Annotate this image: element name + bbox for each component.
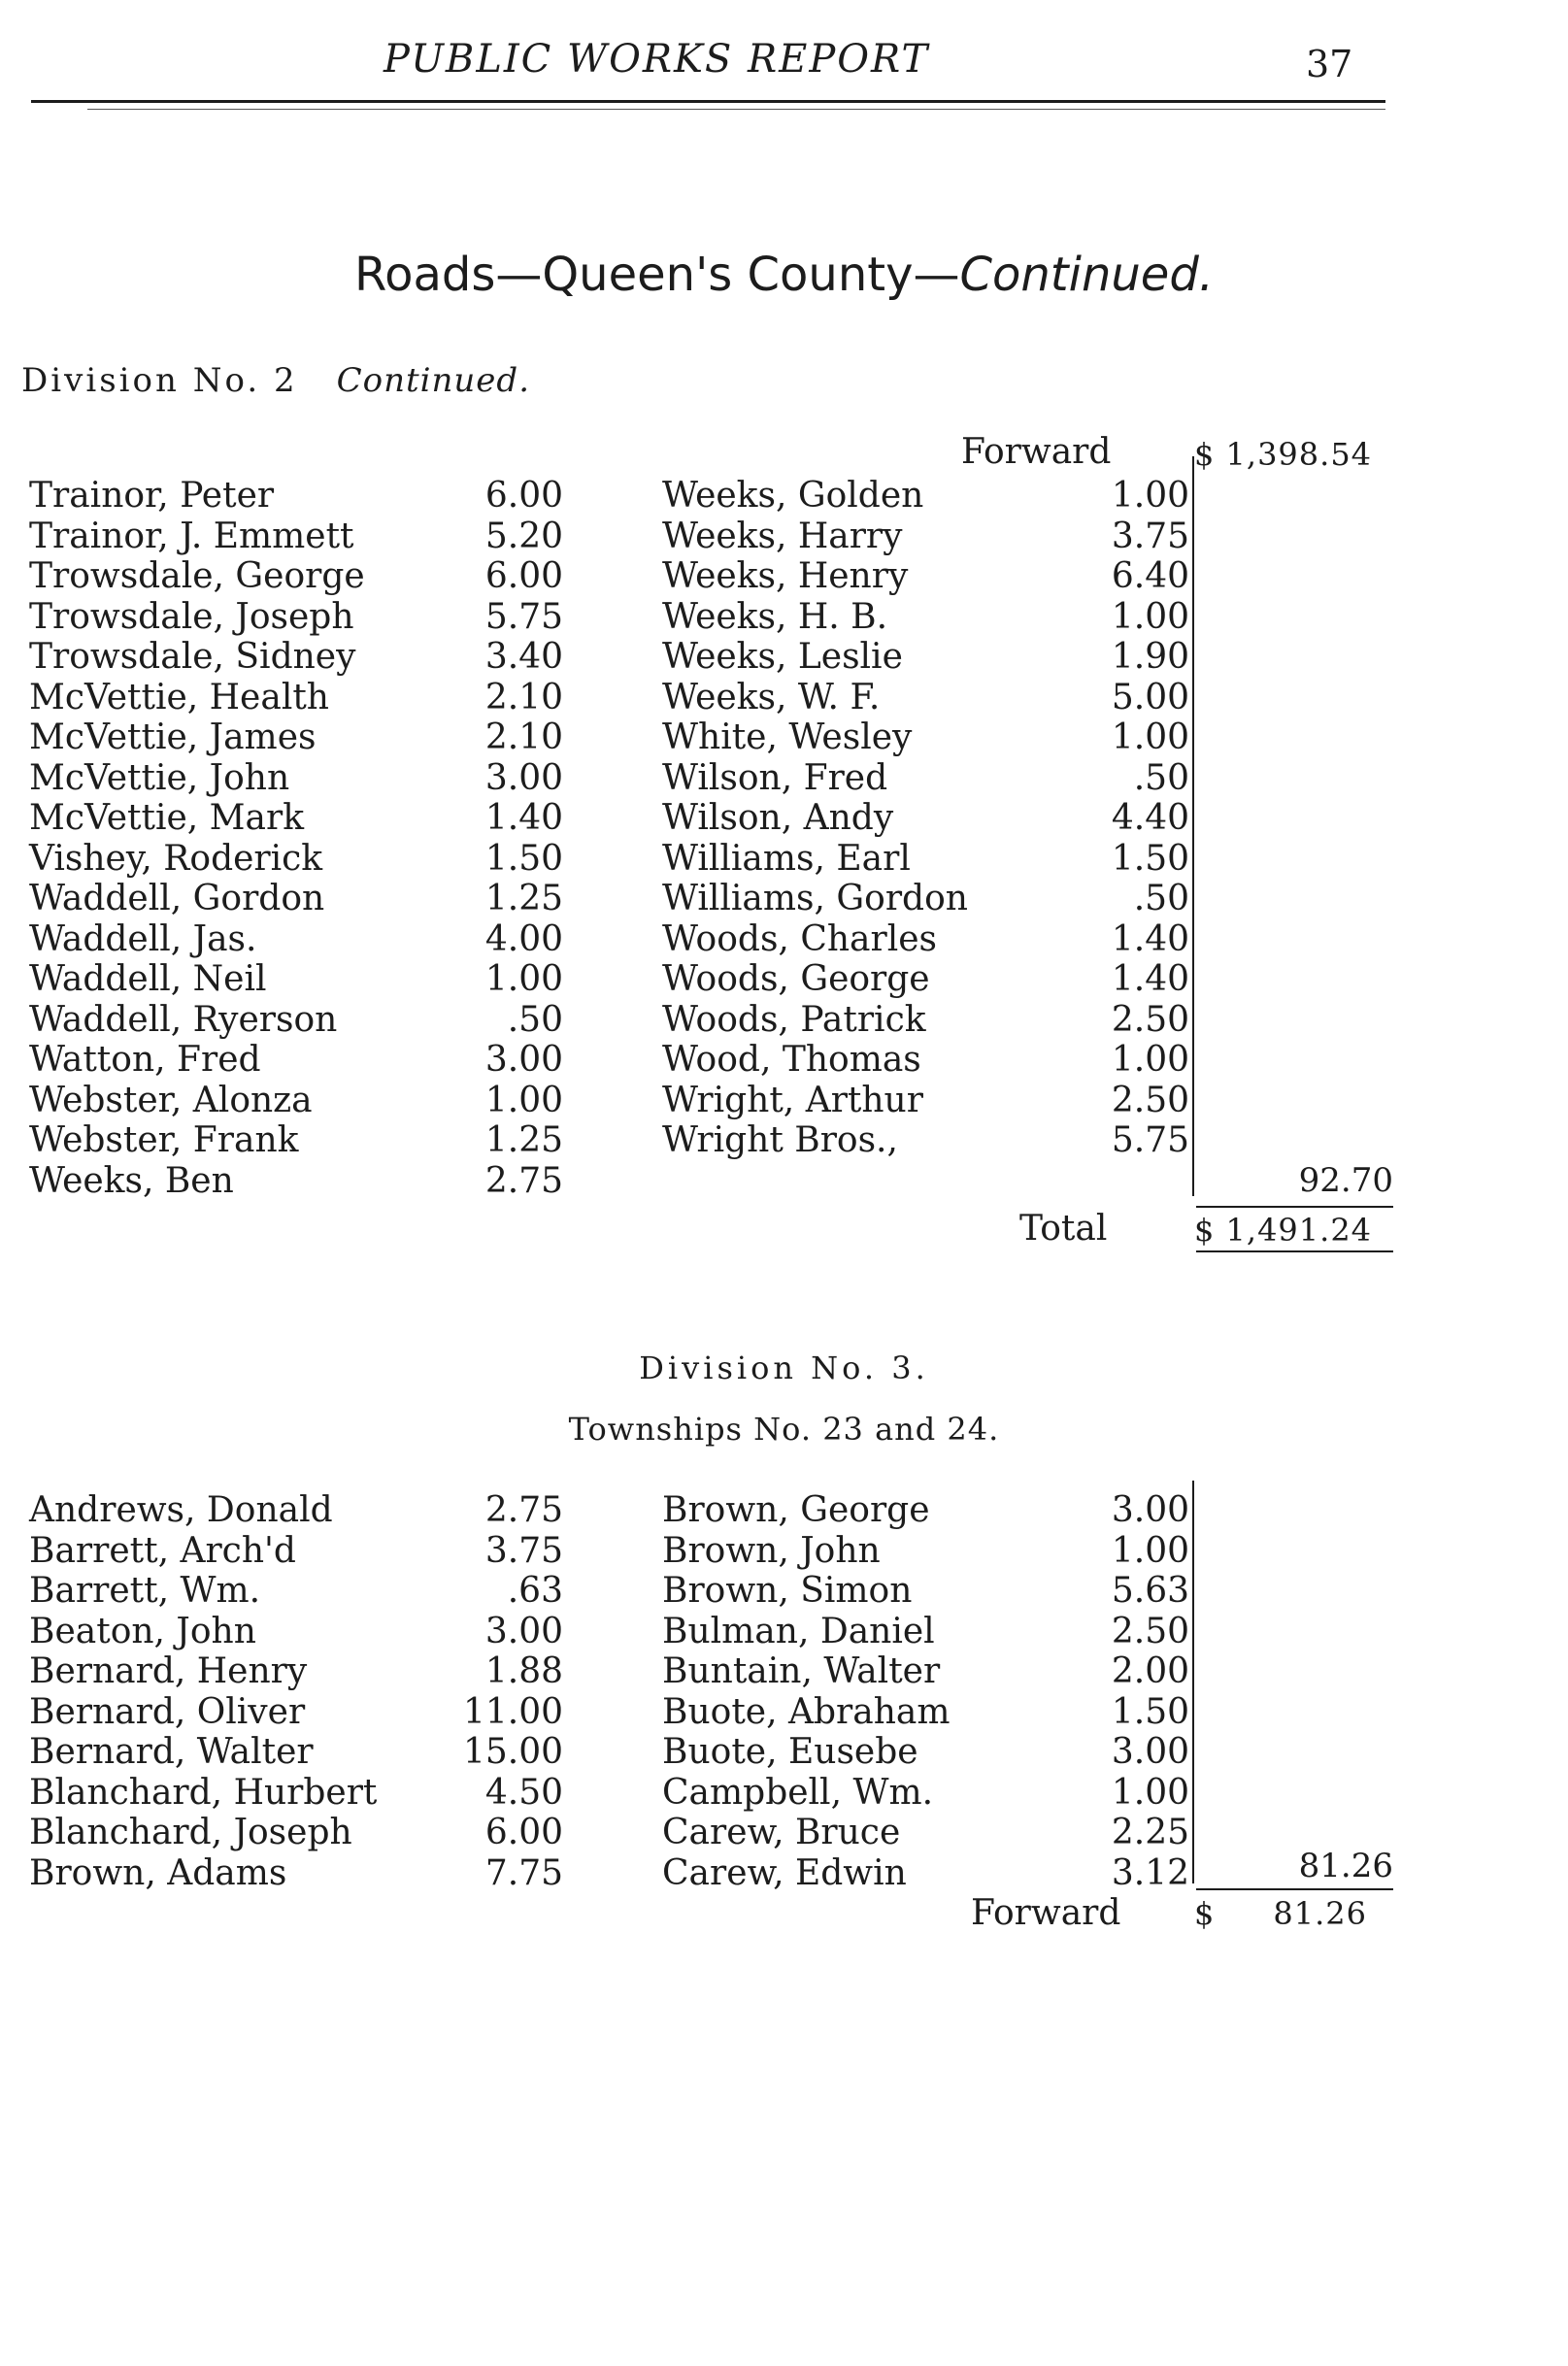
- entry-amount: 5.75: [1111, 1120, 1189, 1160]
- entry-amount: .50: [1133, 879, 1189, 918]
- entry-amount: 2.50: [1111, 999, 1189, 1040]
- section-title-main: Roads—Queen's County—: [353, 248, 960, 302]
- division-3-subtotal: 81.26: [1298, 1847, 1393, 1885]
- section-title: [0, 248, 1568, 302]
- entry-amount: 5.20: [484, 516, 563, 556]
- entry-name: Trowsdale, Joseph: [29, 596, 354, 637]
- entry-amount: 1.90: [1111, 637, 1189, 677]
- entry-amount: 1.40: [484, 798, 563, 838]
- entry-amount: 3.12: [1111, 1852, 1189, 1893]
- entry-amount: 7.75: [484, 1852, 563, 1893]
- entry-amount: 5.00: [1111, 677, 1189, 717]
- entry-name: Beaton, John: [29, 1611, 256, 1651]
- entry-amount: 2.00: [1111, 1651, 1189, 1691]
- entry-amount: 2.50: [1111, 1611, 1189, 1651]
- entry-amount: 1.00: [1111, 476, 1189, 516]
- division-2-subtotal: 92.70: [1298, 1161, 1393, 1200]
- entry-amount: 3.40: [484, 637, 563, 677]
- forward-currency: $: [1194, 1895, 1216, 1932]
- entry-amount: 2.25: [1111, 1813, 1189, 1852]
- entry-name: Buote, Abraham: [662, 1691, 951, 1732]
- entry-name: Trowsdale, George: [29, 556, 365, 596]
- entry-name: McVettie, John: [29, 757, 290, 798]
- total-label: Total: [1019, 1209, 1108, 1249]
- forward-amount-2: [1194, 1895, 1367, 1932]
- entry-amount: 1.25: [484, 1120, 563, 1160]
- section-title-continued: Continued.: [959, 248, 1215, 302]
- entry-amount: .63: [507, 1571, 563, 1611]
- entry-name: Wright Bros.,: [662, 1120, 898, 1160]
- entry-name: Weeks, W. F.: [662, 677, 881, 717]
- entry-amount: 1.50: [1111, 1691, 1189, 1732]
- entry-name: Weeks, Henry: [662, 556, 909, 596]
- entry-name: Webster, Frank: [29, 1120, 299, 1160]
- entry-amount: 3.00: [484, 1040, 563, 1080]
- entry-name: Blanchard, Hurbert: [29, 1772, 378, 1813]
- entry-name: Bernard, Henry: [29, 1651, 308, 1691]
- entry-name: Blanchard, Joseph: [29, 1813, 352, 1852]
- entry-amount: .50: [1133, 757, 1189, 798]
- entry-amount: 3.00: [484, 757, 563, 798]
- entry-amount: 1.00: [1111, 1040, 1189, 1080]
- entry-amount: 3.00: [484, 1611, 563, 1651]
- division-2-continued: Continued.: [336, 361, 531, 400]
- entry-name: Vishey, Roderick: [29, 838, 323, 879]
- entry-name: Barrett, Wm.: [29, 1571, 261, 1611]
- entry-name: Buote, Eusebe: [662, 1732, 918, 1772]
- entry-amount: 1.25: [484, 879, 563, 918]
- forward-label-2: Forward: [971, 1893, 1121, 1933]
- entry-amount: 1.00: [1111, 596, 1189, 637]
- entry-name: Trowsdale, Sidney: [29, 637, 356, 677]
- entry-name: Brown, Adams: [29, 1852, 287, 1893]
- entry-amount: 2.75: [484, 1490, 563, 1530]
- column-rule: [1192, 456, 1194, 1196]
- entry-amount: 3.75: [1111, 516, 1189, 556]
- entry-amount: 6.40: [1111, 556, 1189, 596]
- entry-name: Weeks, H. B.: [662, 596, 888, 637]
- total-amount: $ 1,491.24: [1194, 1212, 1373, 1249]
- entry-name: Webster, Alonza: [29, 1080, 313, 1120]
- entry-amount: 3.00: [1111, 1490, 1189, 1530]
- entry-name: Brown, George: [662, 1490, 930, 1530]
- entry-name: Woods, Charles: [662, 918, 938, 959]
- entry-name: Waddell, Neil: [29, 959, 267, 999]
- entry-name: Wright, Arthur: [662, 1080, 923, 1120]
- entry-amount: 15.00: [462, 1732, 563, 1772]
- entry-amount: 4.00: [484, 918, 563, 959]
- entry-amount: 6.00: [484, 476, 563, 516]
- division-3-heading: Division No. 3.: [639, 1350, 929, 1386]
- entry-amount: 4.40: [1111, 798, 1189, 838]
- entry-name: McVettie, James: [29, 717, 317, 757]
- entry-name: Weeks, Ben: [29, 1160, 234, 1201]
- entry-name: Weeks, Golden: [662, 476, 924, 516]
- entry-name: Weeks, Leslie: [662, 637, 903, 677]
- running-header-title: PUBLIC WORKS REPORT: [384, 37, 930, 82]
- entry-name: McVettie, Mark: [29, 798, 305, 838]
- entry-amount: 2.10: [484, 717, 563, 757]
- entry-amount: 1.00: [1111, 1530, 1189, 1571]
- entry-name: Woods, Patrick: [662, 999, 926, 1040]
- entry-amount: 6.00: [484, 1813, 563, 1852]
- entry-name: Watton, Fred: [29, 1040, 261, 1080]
- entry-name: White, Wesley: [662, 717, 913, 757]
- entry-amount: 1.50: [1111, 838, 1189, 879]
- entry-amount: 5.75: [484, 596, 563, 637]
- entry-amount: 4.50: [484, 1772, 563, 1813]
- entry-name: Carew, Edwin: [662, 1852, 907, 1893]
- entry-amount: 1.00: [1111, 717, 1189, 757]
- entry-name: Williams, Gordon: [662, 879, 968, 918]
- entry-amount: .50: [507, 999, 563, 1040]
- entry-amount: 2.10: [484, 677, 563, 717]
- entry-amount: 1.00: [1111, 1772, 1189, 1813]
- division-3-townships: Townships No. 23 and 24.: [568, 1411, 1000, 1448]
- entry-name: Waddell, Gordon: [29, 879, 325, 918]
- page-number: 37: [1306, 43, 1353, 85]
- entry-amount: 5.63: [1111, 1571, 1189, 1611]
- entry-amount: 2.75: [484, 1160, 563, 1201]
- entry-name: Woods, George: [662, 959, 930, 999]
- entry-amount: 1.40: [1111, 918, 1189, 959]
- entry-name: Waddell, Ryerson: [29, 999, 338, 1040]
- entry-amount: 3.75: [484, 1530, 563, 1571]
- entry-amount: 1.00: [484, 1080, 563, 1120]
- division-2-heading: [21, 361, 530, 400]
- entry-name: Wilson, Fred: [662, 757, 888, 798]
- entry-name: Wood, Thomas: [662, 1040, 921, 1080]
- entry-name: Buntain, Walter: [662, 1651, 941, 1691]
- entry-name: Wilson, Andy: [662, 798, 894, 838]
- entry-name: Andrews, Donald: [29, 1490, 333, 1530]
- column-rule-2: [1192, 1481, 1194, 1883]
- forward-rule: [1196, 1888, 1393, 1890]
- entry-name: Brown, John: [662, 1530, 881, 1571]
- total-underline: [1196, 1250, 1393, 1252]
- forward-label: Forward: [961, 432, 1112, 472]
- entry-name: Bulman, Daniel: [662, 1611, 935, 1651]
- forward-amount: $ 1,398.54: [1194, 436, 1373, 473]
- division-2-title: Division No. 2: [21, 361, 298, 400]
- entry-amount: 1.40: [1111, 959, 1189, 999]
- entry-name: Campbell, Wm.: [662, 1772, 934, 1813]
- entry-amount: 2.50: [1111, 1080, 1189, 1120]
- entry-name: McVettie, Health: [29, 677, 329, 717]
- entry-name: Carew, Bruce: [662, 1813, 901, 1852]
- entry-name: Waddell, Jas.: [29, 918, 257, 959]
- entry-amount: 1.88: [484, 1651, 563, 1691]
- entry-name: Trainor, J. Emmett: [29, 516, 354, 556]
- entry-name: Bernard, Oliver: [29, 1691, 306, 1732]
- forward-value: 81.26: [1273, 1895, 1367, 1932]
- total-rule: [1196, 1206, 1393, 1208]
- entry-amount: 3.00: [1111, 1732, 1189, 1772]
- header-rule: [31, 100, 1385, 103]
- entry-name: Williams, Earl: [662, 838, 911, 879]
- entry-amount: 6.00: [484, 556, 563, 596]
- entry-name: Trainor, Peter: [29, 476, 275, 516]
- entry-amount: 11.00: [462, 1691, 563, 1732]
- entry-name: Brown, Simon: [662, 1571, 913, 1611]
- header-rule-thin: [87, 109, 1385, 110]
- entry-name: Weeks, Harry: [662, 516, 903, 556]
- entry-name: Bernard, Walter: [29, 1732, 314, 1772]
- entry-name: Barrett, Arch'd: [29, 1530, 296, 1571]
- entry-amount: 1.00: [484, 959, 563, 999]
- entry-amount: 1.50: [484, 838, 563, 879]
